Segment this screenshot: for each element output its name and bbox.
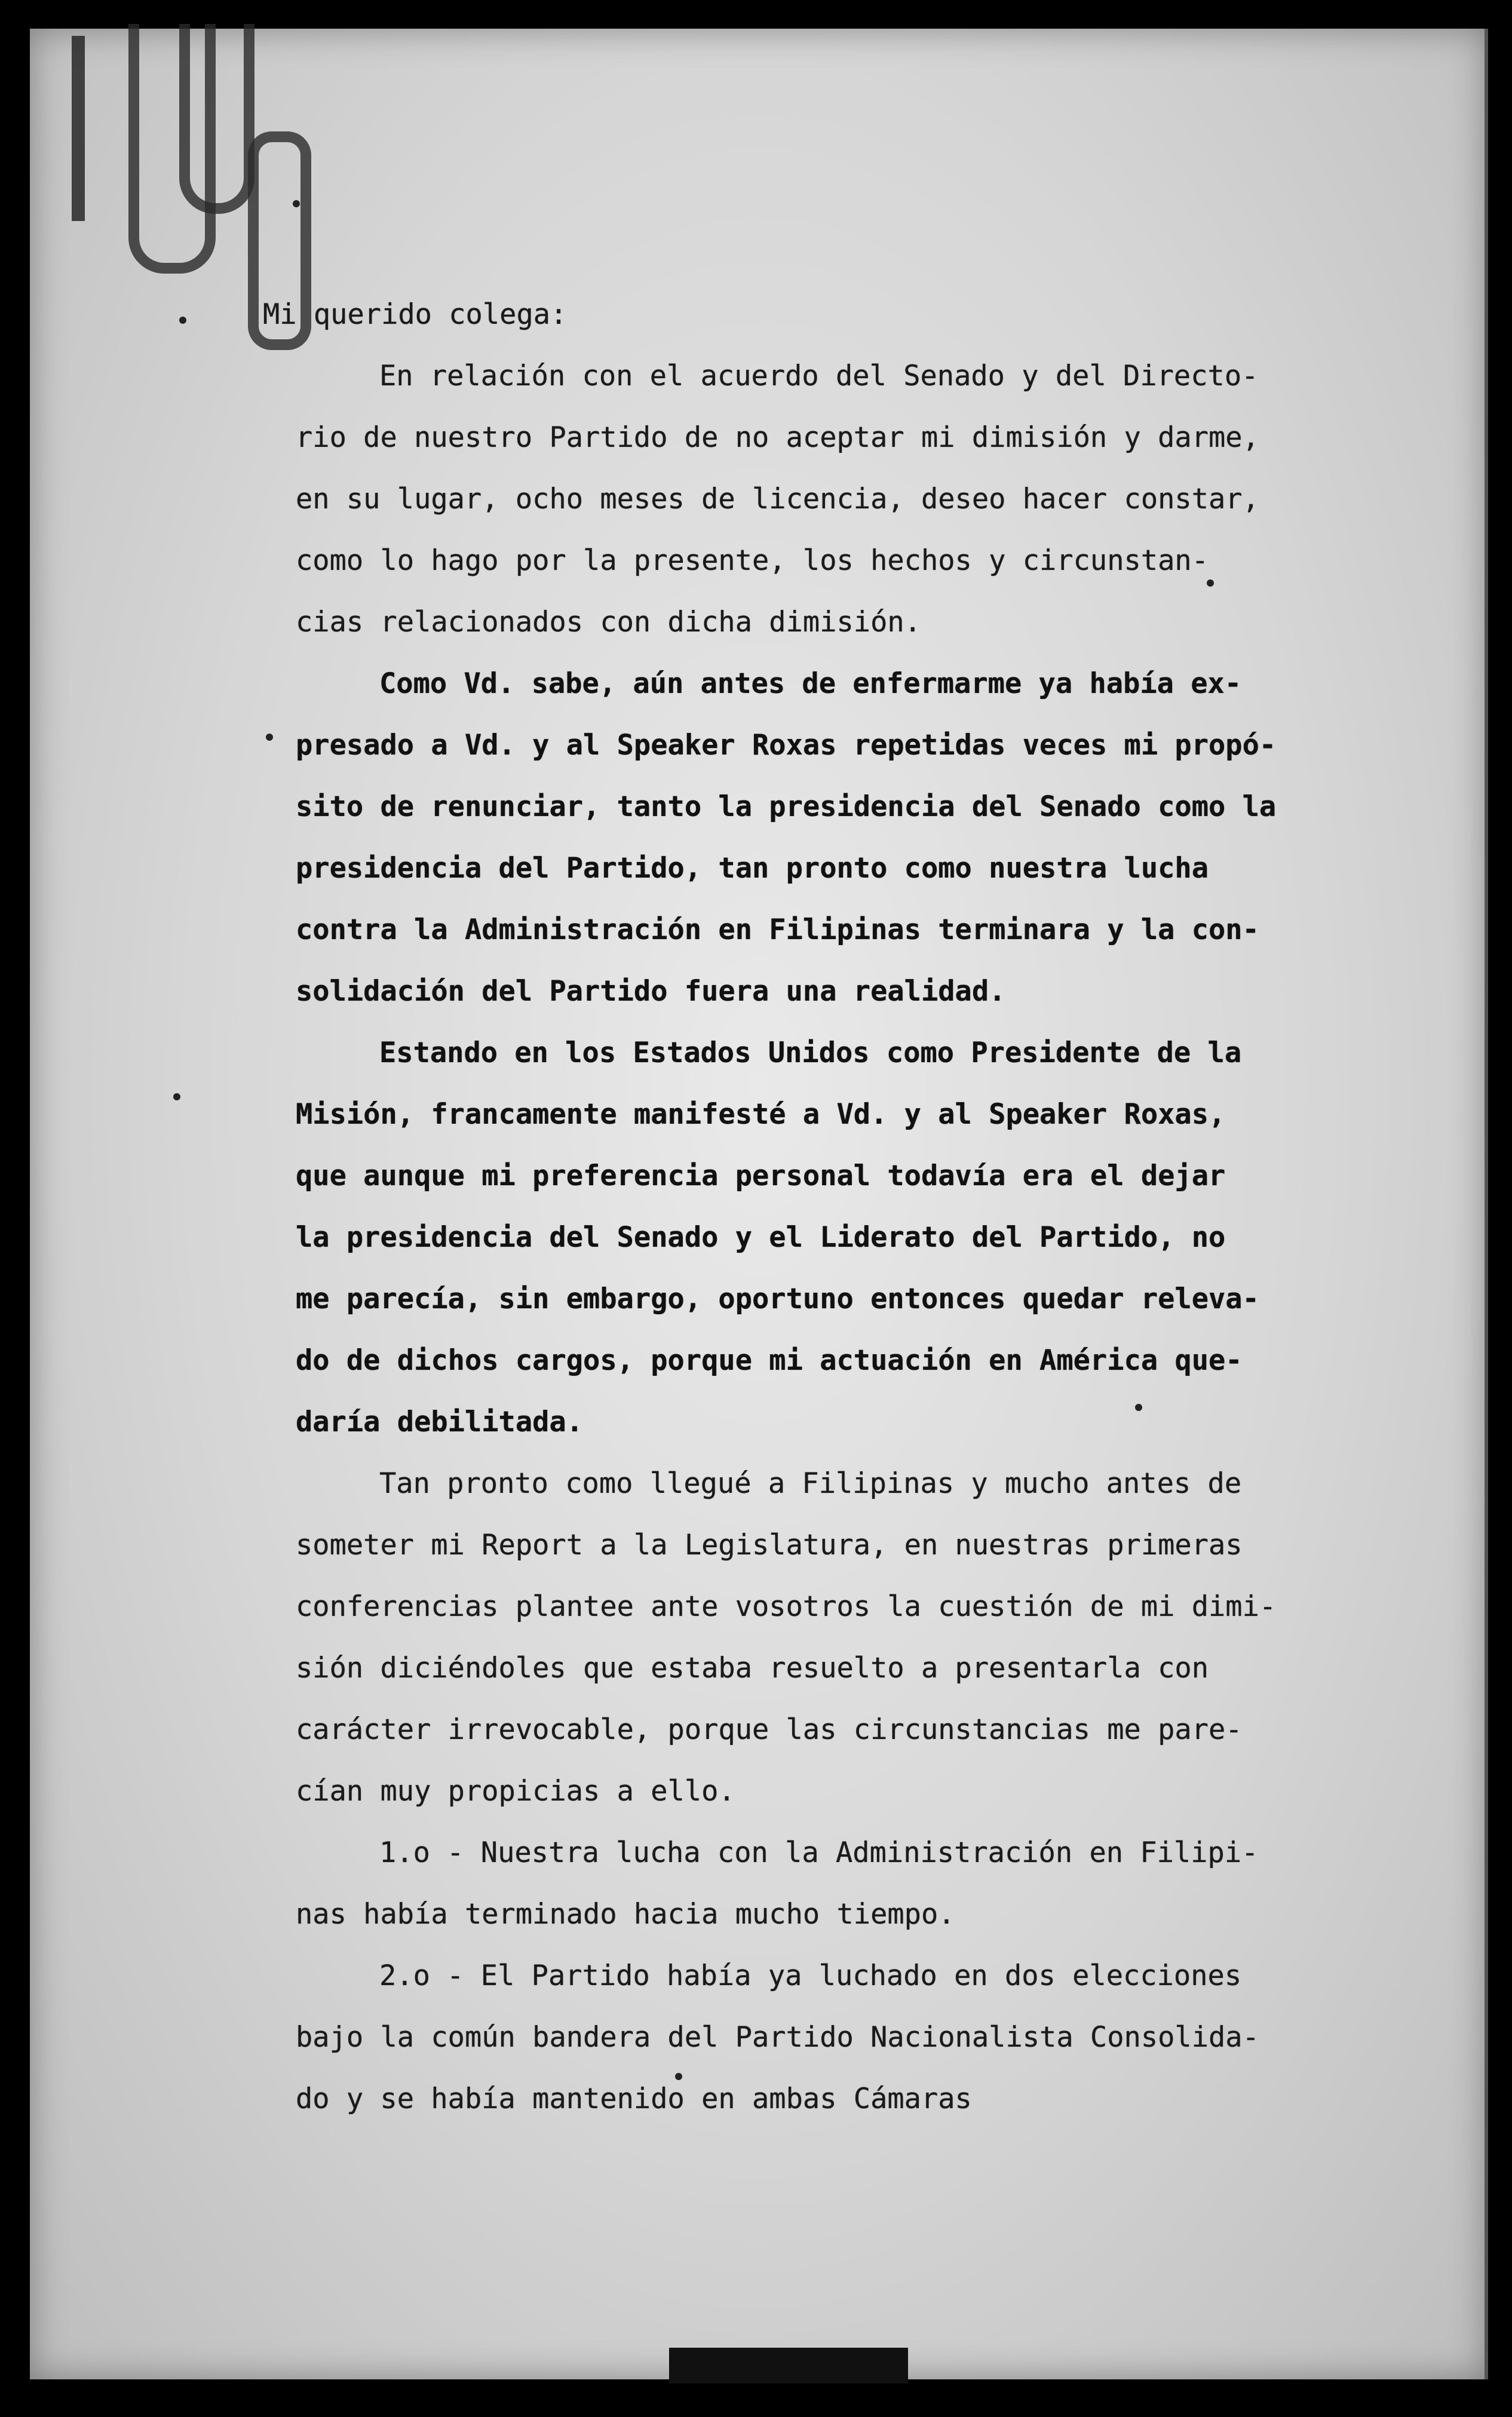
text-line: conferencias plantee ante vosotros la cuestión de mi dimi- bbox=[296, 1590, 1277, 1623]
text-line: Como Vd. sabe, aún antes de enfermarme ya había ex- bbox=[379, 667, 1242, 700]
text-line: nas había terminado hacia mucho tiempo. bbox=[296, 1898, 955, 1931]
text-line: la presidencia del Senado y el Liderato del Partido, no bbox=[296, 1221, 1226, 1254]
letter-body bbox=[263, 284, 1347, 2130]
text-line: Misión, francamente manifesté a Vd. y al Speaker Roxas, bbox=[296, 1098, 1226, 1131]
paper-clip-mark bbox=[72, 36, 103, 221]
text-line: presado a Vd. y al Speaker Roxas repetidas veces mi propó- bbox=[296, 729, 1277, 762]
text-line: presidencia del Partido, tan pronto como nuestra lucha bbox=[296, 852, 1209, 885]
paragraph-3 bbox=[296, 1022, 1347, 1453]
text-line: en su lugar, ocho meses de licencia, deseo hacer constar, bbox=[296, 483, 1259, 516]
text-line: rio de nuestro Partido de no aceptar mi dimisión y darme, bbox=[296, 421, 1259, 454]
ink-speck bbox=[179, 317, 186, 324]
paper-bottom-tear bbox=[669, 2348, 908, 2384]
ink-speck bbox=[173, 1093, 180, 1100]
text-line: como lo hago por la presente, los hechos y circunstan- bbox=[296, 544, 1209, 577]
paragraph-5 bbox=[296, 1822, 1347, 1945]
paragraph-4 bbox=[296, 1453, 1347, 1822]
paragraph-6 bbox=[296, 1945, 1347, 2130]
text-line: que aunque mi preferencia personal todavía era el dejar bbox=[296, 1160, 1226, 1192]
text-line: Estando en los Estados Unidos como Presidente de la bbox=[379, 1036, 1242, 1069]
text-line: sión diciéndoles que estaba resuelto a presentarla con bbox=[296, 1652, 1209, 1685]
text-line: bajo la común bandera del Partido Nacionalista Consolida- bbox=[296, 2021, 1259, 2054]
text-line: solidación del Partido fuera una realidad. bbox=[296, 975, 1006, 1008]
text-line: daría debilitada. bbox=[296, 1406, 584, 1438]
greeting: Mi querido colega: bbox=[263, 298, 568, 331]
text-line: En relación con el acuerdo del Senado y del Directo- bbox=[379, 360, 1259, 392]
paper-edge bbox=[1485, 29, 1488, 2379]
ink-speck bbox=[266, 734, 273, 741]
text-line: sito de renunciar, tanto la presidencia del Senado como la bbox=[296, 790, 1277, 823]
text-line: Tan pronto como llegué a Filipinas y mucho antes de bbox=[379, 1467, 1242, 1500]
text-line: cían muy propicias a ello. bbox=[296, 1775, 735, 1808]
text-line: 1.o - Nuestra lucha con la Administración en Filipi- bbox=[379, 1836, 1259, 1869]
text-line: contra la Administración en Filipinas terminara y la con- bbox=[296, 913, 1259, 946]
text-line: someter mi Report a la Legislatura, en nuestras primeras bbox=[296, 1529, 1243, 1562]
text-line: cias relacionados con dicha dimisión. bbox=[296, 606, 921, 639]
paragraph-2 bbox=[296, 653, 1347, 1022]
text-line: do y se había mantenido en ambas Cámaras bbox=[296, 2082, 972, 2115]
paragraph-1 bbox=[296, 345, 1347, 653]
text-line: me parecía, sin embargo, oportuno entonces quedar releva- bbox=[296, 1283, 1259, 1315]
text-line: 2.o - El Partido había ya luchado en dos elecciones bbox=[379, 1959, 1242, 1992]
text-line: carácter irrevocable, porque las circunstancias me pare- bbox=[296, 1713, 1243, 1746]
text-line: do de dichos cargos, porque mi actuación en América que- bbox=[296, 1344, 1243, 1377]
ink-speck bbox=[293, 200, 300, 207]
paper-clip-mark bbox=[179, 24, 254, 214]
